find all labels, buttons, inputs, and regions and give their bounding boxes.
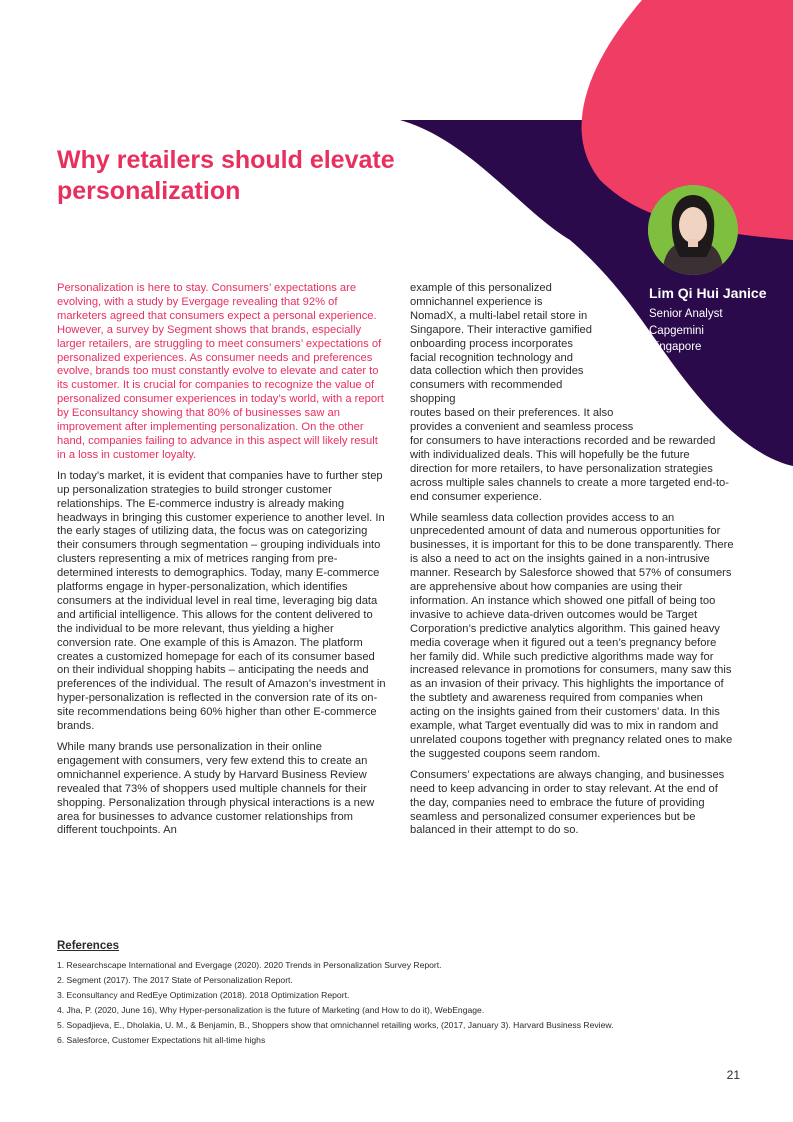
author-company: Capgemini xyxy=(649,324,704,337)
text-line: example of this personalized xyxy=(410,282,552,294)
reference-item: 1. Researchscape International and Evergage (2020). 2020 Trends in Personalization Survey Report. xyxy=(57,960,442,970)
right-text-column xyxy=(410,282,735,845)
body-paragraph: While many brands use personalization in their online engagement with consumers, very few extend this to create an omnichannel experience. A study by Harvard Business Review revealed that 73% of shoppers used multiple channels for their shopping. Personalization through physical interactions is a new area for businesses to advance customer relationships from different touchpoints. An xyxy=(57,741,375,837)
intro-paragraph: Personalization is here to stay. Consumers’ expectations are evolving, with a study by Evergage revealing that 92% of marketers agreed that consumers expect a personal experience. However, a survey by Segment shows that brands, especially larger retailers, are struggling to meet consumers’ expectations of personalized experiences. As consumer needs and preferences evolve, brands too must constantly evolve to elevate and cater to its customer. It is crucial for companies to recognize the value of personalized consumer experiences in today’s world, with a report by Econsultancy showing that 80% of businesses saw an improvement after implementing personalization. On the other hand, companies failing to advance in this aspect will likely result in a loss in customer loyalty. xyxy=(57,282,384,461)
reference-item: 3. Econsultancy and RedEye Optimization (2018). 2018 Optimization Report. xyxy=(57,990,350,1000)
reference-item: 6. Salesforce, Customer Expectations hit all-time highs xyxy=(57,1035,266,1045)
body-paragraph: While seamless data collection provides access to an unprecedented amount of data and numerous opportunities for businesses, it is important for this to be done transparently. There is also a need to act on the insights gained in a non-intrusive manner. Research by Salesforce showed that 57% of consumers are apprehensive about how companies are using their information. An instance which showed one pitfall of being too invasive to achieve data-driven outcomes would be Target Corporation’s predictive analytics algorithm. This gained heavy media coverage when it figured out a teen’s pregnancy before her family did. While such predictive algorithms made way for increased relevance in promotions for consumers, many saw this as an invasion of their privacy. This highlights the importance of the subtlety and awareness required from companies when acting on the insights gained from their customers’ data. In this example, what Target eventually did was to mix in random and unrelated coupons together with pregnancy related ones to make the suggested coupons seem random. xyxy=(410,511,734,760)
body-paragraph: Consumers’ expectations are always changing, and businesses need to keep advancing in order to stay relevant. At the end of the day, companies need to embrace the future of providing seamless and personalized consumer experiences but be balanced in their attempt to do so. xyxy=(410,768,725,837)
reference-item: 2. Segment (2017). The 2017 State of Personalization Report. xyxy=(57,975,293,985)
body-paragraph-end: for consumers to have interactions recorded and be rewarded with individualized deals. This will hopefully be the future direction for more retailers, to have personalization strategies across multiple sales channels to create a more targeted end-to-end consumer experience. xyxy=(410,434,730,503)
text-line: NomadX, a multi-label retail store in xyxy=(410,309,588,322)
text-line: consumers with recommended shopping xyxy=(410,379,563,406)
author-role: Senior Analyst xyxy=(649,308,723,320)
text-line: routes based on their preferences. It also xyxy=(410,407,614,420)
author-location: Singapore xyxy=(649,341,702,353)
text-line: onboarding process incorporates xyxy=(410,337,573,350)
body-paragraph-start xyxy=(410,282,735,435)
page-number: 21 xyxy=(726,1068,740,1082)
text-line: Singapore. Their interactive gamified xyxy=(410,323,592,336)
references-list xyxy=(57,958,757,1048)
body-paragraph: In today’s market, it is evident that companies have to further step up personalization strategies to build stronger customer relationships. The E-commerce industry is already making headways in bringing this customer experience to another level. In the early stages of utilizing data, the focus was on categorizing their consumers through segmentation – grouping individuals into clusters representing a mix of metrices ranging from pre-determined interests to demographics. Today, many E-commerce platforms engage in hyper-personalization, which identifies consumers at the individual level in real time, leveraging big data and artificial intelligence. This allows for the content delivered to the individual to be more relevant, thus yielding a higher conversion rate. One example of this is Amazon. The platform creates a customized homepage for each of its consumer based on their individual shopping habits – anticipating the needs and preferences of the individual. The result of Amazon’s investment in hyper-personalization is reflected in the conversion rate of its on-site recommendations being 60% higher than other E-commerce brands. xyxy=(57,469,386,733)
author-photo xyxy=(648,185,738,275)
text-line: data collection which then provides xyxy=(410,365,584,378)
text-line: facial recognition technology and xyxy=(410,351,573,364)
text-line: provides a convenient and seamless process xyxy=(410,421,634,434)
references-section xyxy=(57,940,757,1048)
reference-item: 4. Jha, P. (2020, June 16), Why Hyper-personalization is the future of Marketing (and How to do it), WebEngage. xyxy=(57,1005,485,1015)
author-name: Lim Qi Hui Janice xyxy=(649,285,767,301)
references-heading: References xyxy=(57,940,120,952)
left-text-column xyxy=(57,282,387,845)
reference-item: 5. Sopadjieva, E., Dholakia, U. M., & Benjamin, B., Shoppers show that omnichannel retailing works, (2017, January 3). Harvard Business Review. xyxy=(57,1020,614,1030)
text-line: omnichannel experience is xyxy=(410,295,543,308)
page-title: Why retailers should elevate personalization xyxy=(57,146,395,205)
